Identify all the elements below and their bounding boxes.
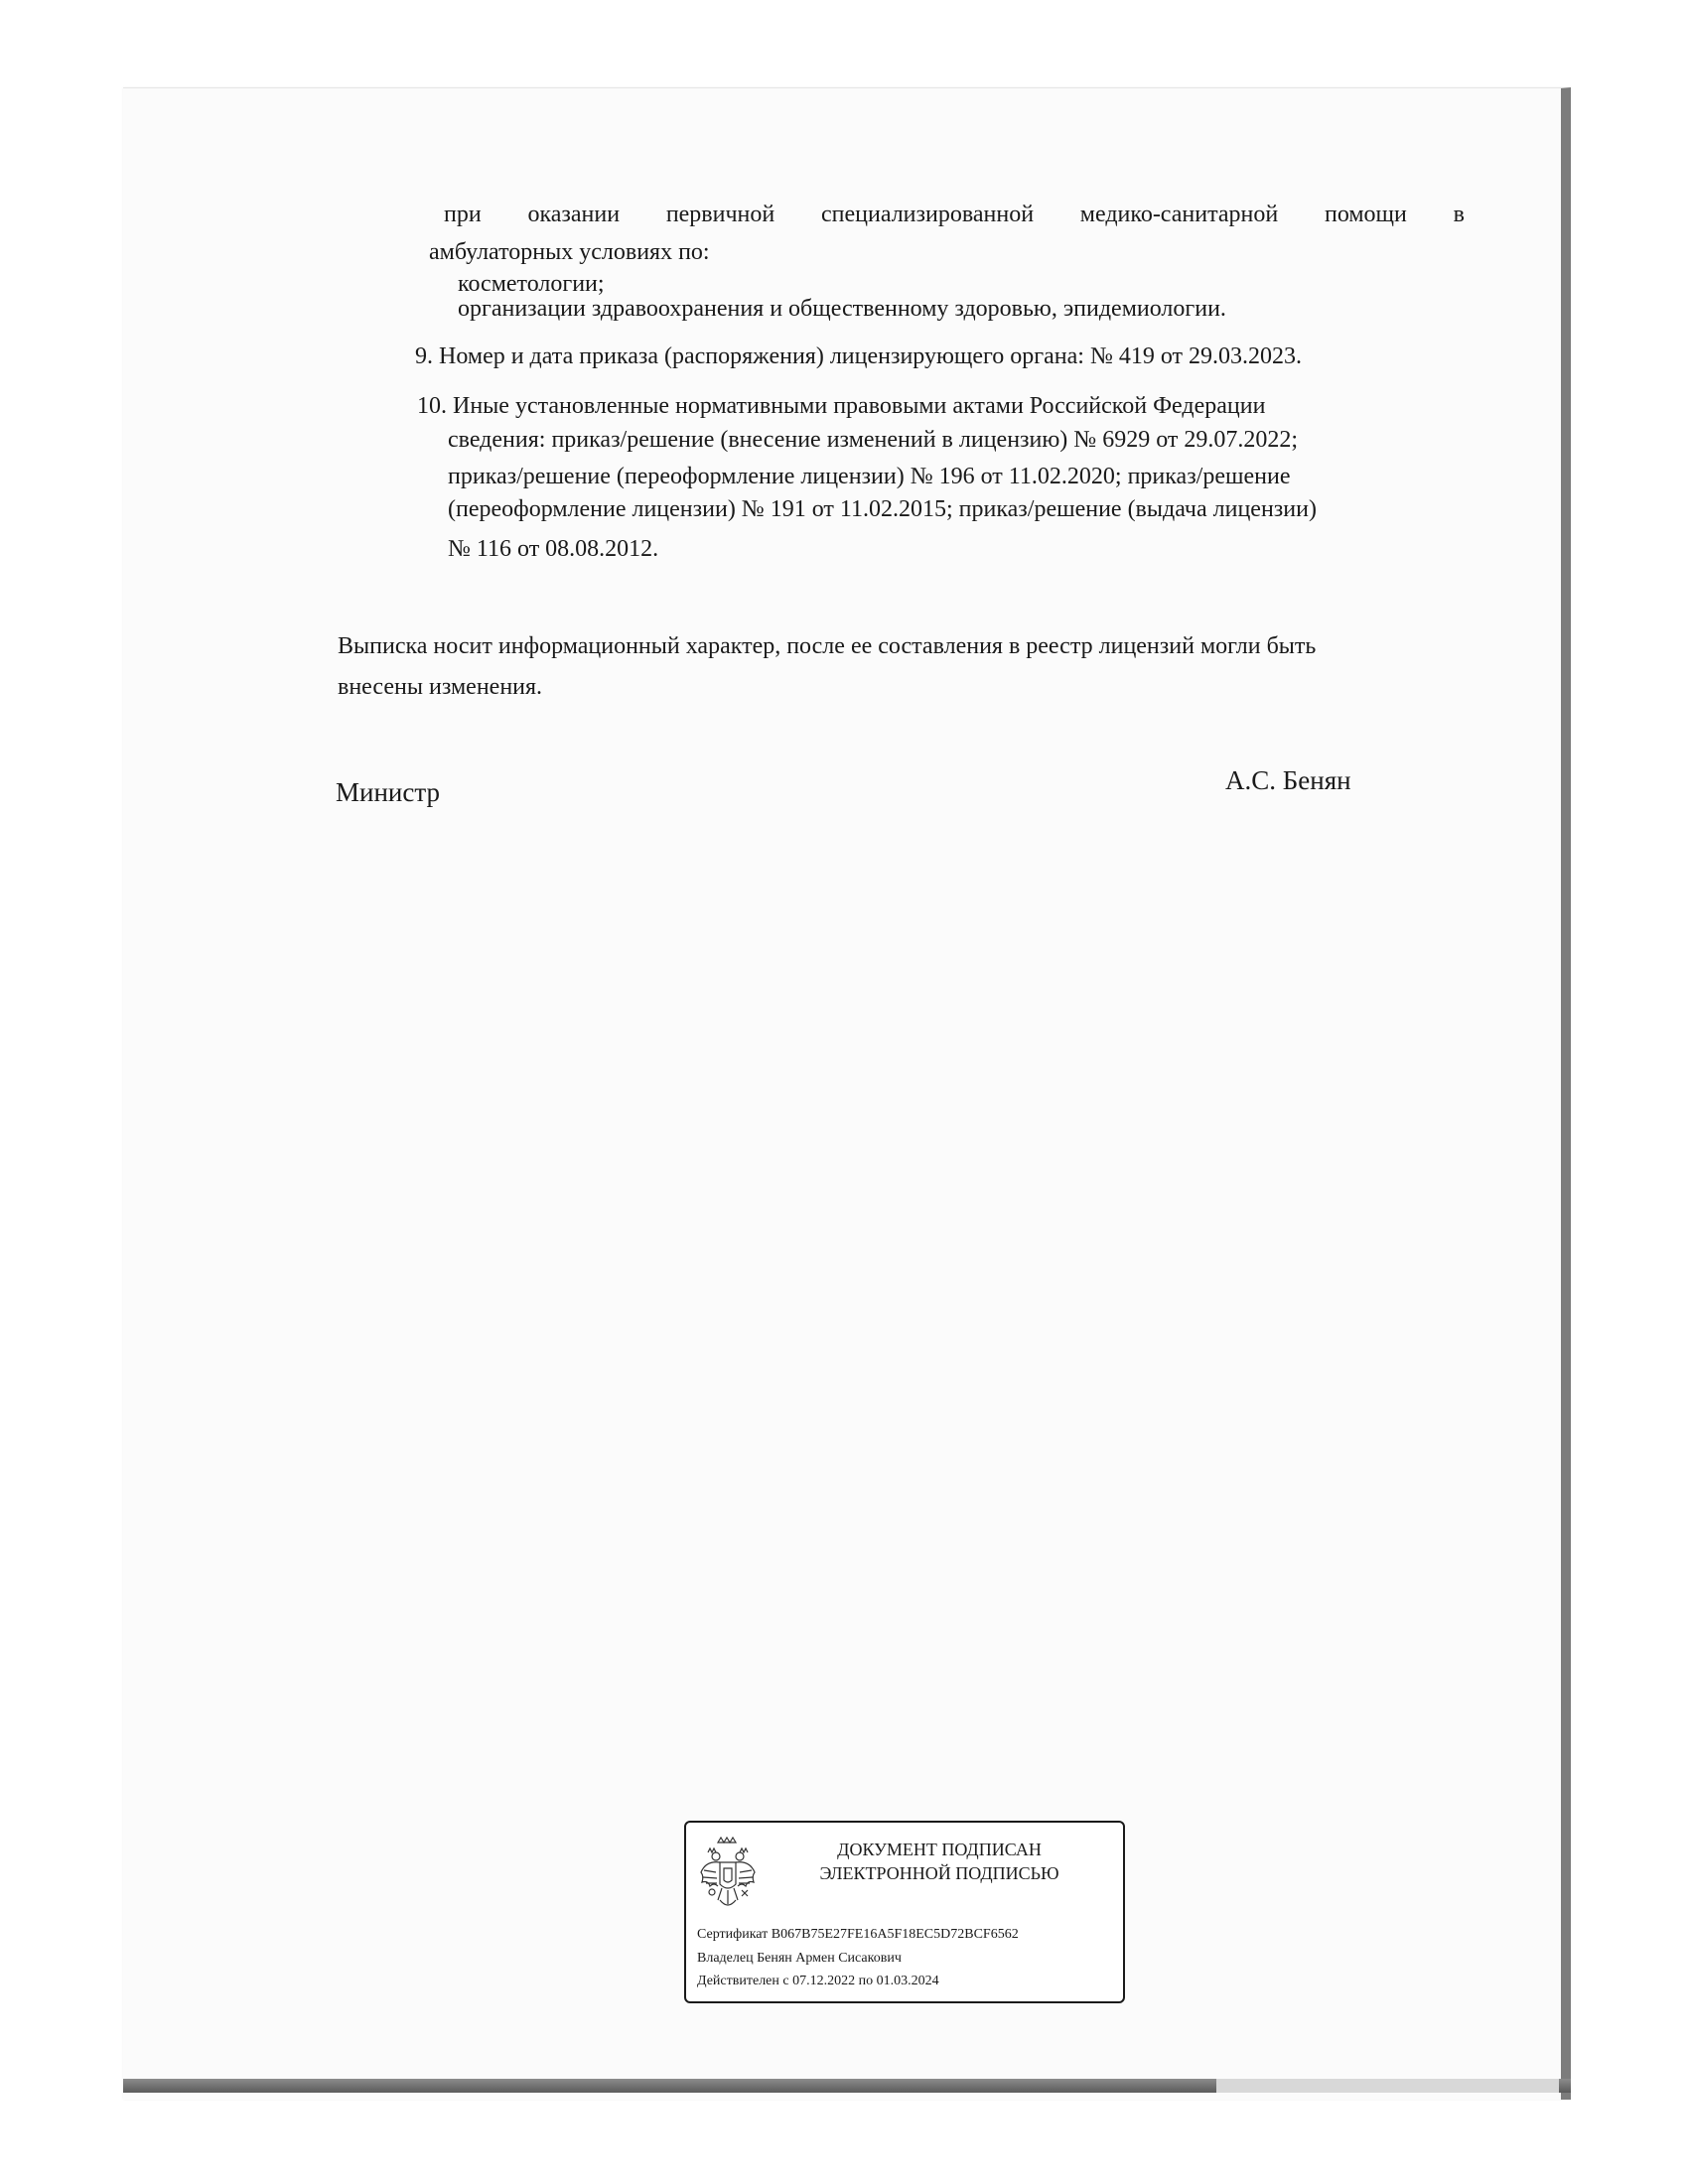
list-continuation-line-4: организации здравоохранения и общественному здоровью, эпидемиологии.: [458, 296, 1226, 322]
list-item-10-line-2: сведения: приказ/решение (внесение изменений в лицензию) № 6929 от 29.07.2022;: [448, 427, 1299, 453]
list-item-10-line-4: (переоформление лицензии) № 191 от 11.02.2015; приказ/решение (выдача лицензии): [448, 496, 1317, 522]
word: оказании: [527, 202, 621, 227]
word: в: [1453, 202, 1465, 227]
list-continuation-line-3: косметологии;: [458, 271, 605, 297]
electronic-signature-stamp: [684, 1821, 1125, 2003]
word: помощи: [1324, 202, 1407, 227]
signatory-position: Министр: [336, 777, 440, 807]
stamp-title-line-1: ДОКУМЕНТ ПОДПИСАН: [837, 1840, 1042, 1859]
stamp-title-line-2: ЭЛЕКТРОННОЙ ПОДПИСЬЮ: [819, 1863, 1059, 1883]
word: медико-санитарной: [1079, 202, 1279, 227]
stamp-owner: Владелец Бенян Армен Сисакович: [697, 1951, 902, 1966]
stamp-validity: Действителен с 07.12.2022 по 01.03.2024: [697, 1974, 939, 1988]
list-item-10-line-3: приказ/решение (переоформление лицензии) № 196 от 11.02.2020; приказ/решение: [448, 464, 1291, 489]
list-item-10-line-5: № 116 от 08.08.2012.: [448, 536, 659, 562]
notice-line-2: внесены изменения.: [338, 674, 543, 700]
document-page: [123, 87, 1571, 2100]
page-edge-gap: [1216, 2079, 1559, 2093]
list-item-9: 9. Номер и дата приказа (распоряжения) лицензирующего органа: № 419 от 29.03.2023.: [415, 343, 1303, 369]
stamp-certificate: Сертификат B067B75E27FE16A5F18EC5D72BCF6562: [697, 1927, 1019, 1942]
word: при: [444, 202, 482, 227]
word: первичной: [665, 202, 775, 227]
list-continuation-line-1: [444, 200, 1465, 230]
list-item-10-line-1: 10. Иные установленные нормативными правовыми актами Российской Федерации: [417, 393, 1266, 419]
signatory-name: А.С. Бенян: [1225, 765, 1351, 795]
list-continuation-line-2: амбулаторных условиях по:: [429, 239, 710, 265]
word: специализированной: [821, 202, 1035, 227]
coat-of-arms-icon: [698, 1833, 758, 1914]
notice-line-1: Выписка носит информационный характер, после ее составления в реестр лицензий могли быть: [338, 633, 1317, 659]
